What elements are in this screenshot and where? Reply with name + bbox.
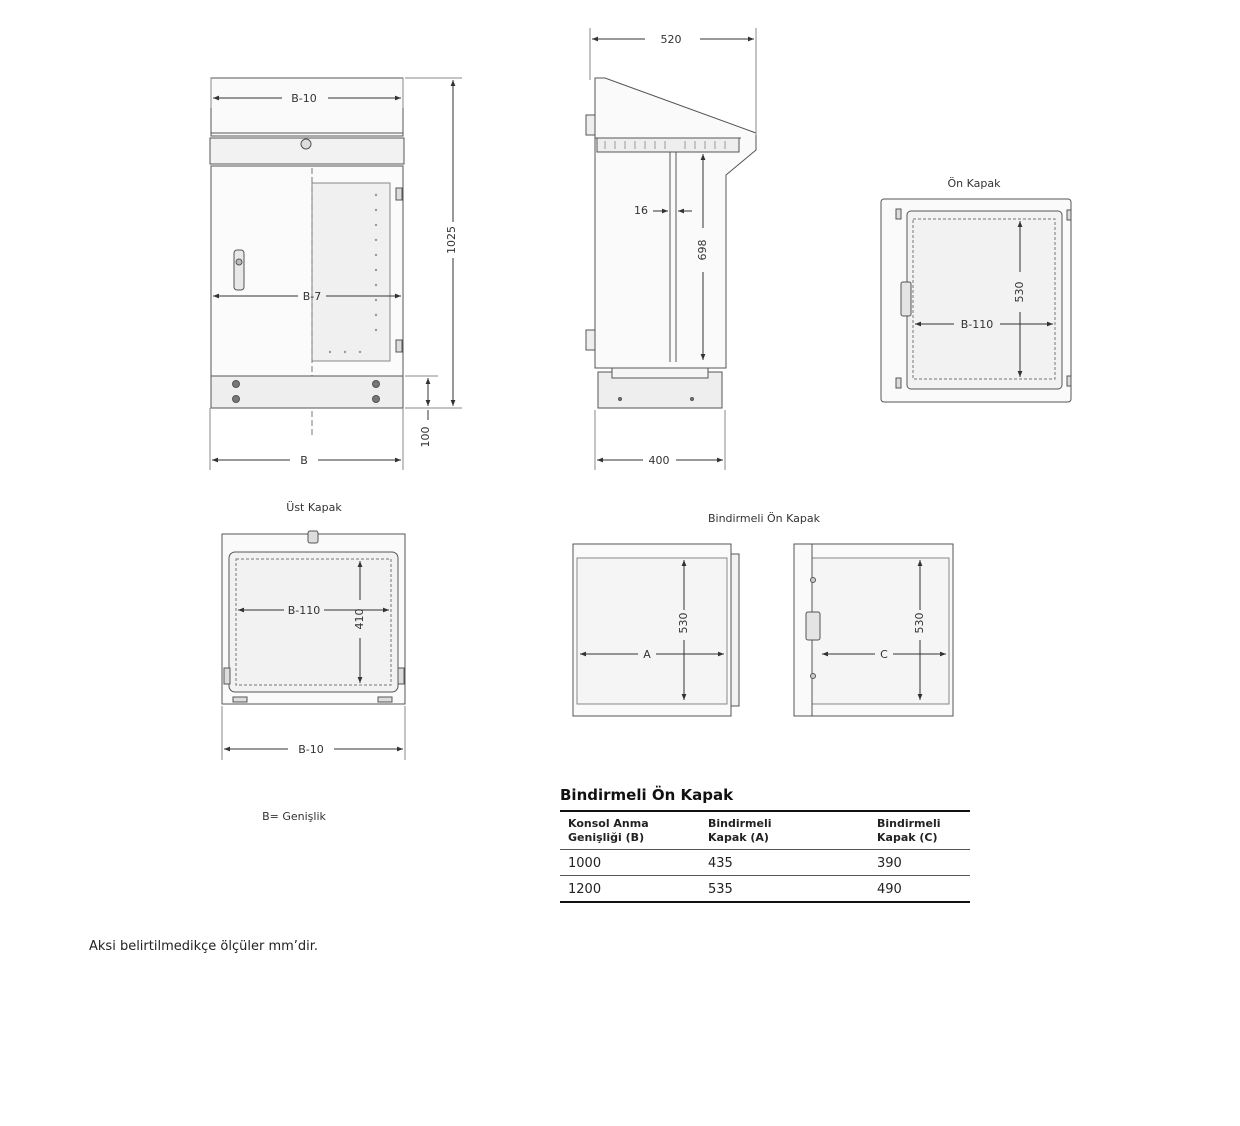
legend-width: B= Genişlik — [262, 810, 326, 823]
dim-top-cover-outer-width: B-10 — [298, 743, 324, 756]
cell-c: 490 — [869, 876, 970, 903]
dim-side-inset: 16 — [634, 204, 648, 217]
latch-icon — [806, 612, 820, 640]
header-col3-line1: Bindirmeli — [877, 817, 941, 830]
cell-b: 1200 — [560, 876, 700, 903]
latch-icon — [901, 282, 911, 316]
lock-icon — [301, 139, 311, 149]
cell-a: 535 — [700, 876, 869, 903]
caption-overlap-cover: Bindirmeli Ön Kapak — [707, 512, 821, 525]
caption-top-cover: Üst Kapak — [286, 501, 342, 514]
dim-overlap-left-width: A — [643, 648, 651, 661]
header-col3-line2: Kapak (C) — [877, 831, 938, 844]
cell-c: 390 — [869, 850, 970, 876]
overlap-cover-right-view — [794, 544, 953, 716]
header-cover-c — [869, 811, 970, 850]
front-cover-view — [881, 199, 1071, 402]
overlap-cover-table-section — [560, 786, 970, 903]
table-header-row — [560, 811, 970, 850]
top-cover-view — [222, 531, 405, 760]
header-cover-a — [700, 811, 869, 850]
header-col2-line2: Kapak (A) — [708, 831, 769, 844]
dim-front-height: 1025 — [445, 226, 458, 254]
dim-overlap-right-width: C — [880, 648, 888, 661]
table-row — [560, 876, 970, 903]
units-footnote: Aksi belirtilmedikçe ölçüler mm’dir. — [89, 939, 319, 954]
dim-front-width-mid: B-7 — [302, 290, 322, 303]
dim-front-width-top: B-10 — [291, 92, 317, 105]
side-view — [586, 28, 756, 470]
dim-top-cover-inner-width: B-110 — [287, 604, 321, 617]
header-col2-line1: Bindirmeli — [708, 817, 772, 830]
caption-front-cover: Ön Kapak — [947, 177, 1001, 190]
table-row — [560, 850, 970, 876]
cell-a: 435 — [700, 850, 869, 876]
header-col1-line1: Konsol Anma — [568, 817, 649, 830]
dim-front-width-bottom: B — [300, 454, 308, 467]
dim-side-depth-bottom: 400 — [648, 454, 670, 467]
table-title: Bindirmeli Ön Kapak — [560, 786, 734, 804]
overlap-cover-table — [560, 810, 970, 903]
door-handle-icon — [234, 250, 244, 290]
dim-side-depth-top: 520 — [660, 33, 682, 46]
dim-overlap-left-height: 530 — [677, 612, 690, 634]
dim-side-door-height: 698 — [696, 239, 709, 261]
front-view — [210, 78, 462, 470]
dim-front-cover-width: B-110 — [960, 318, 994, 331]
dim-overlap-right-height: 530 — [913, 612, 926, 634]
header-col1-line2: Genişliği (B) — [568, 831, 645, 844]
lock-icon — [308, 531, 318, 543]
dim-front-cover-height: 530 — [1013, 281, 1026, 303]
overlap-cover-left-view — [573, 544, 739, 716]
cell-b: 1000 — [560, 850, 700, 876]
dim-front-plinth: 100 — [419, 426, 432, 448]
header-nominal-width — [560, 811, 700, 850]
dim-top-cover-height: 410 — [353, 608, 366, 630]
